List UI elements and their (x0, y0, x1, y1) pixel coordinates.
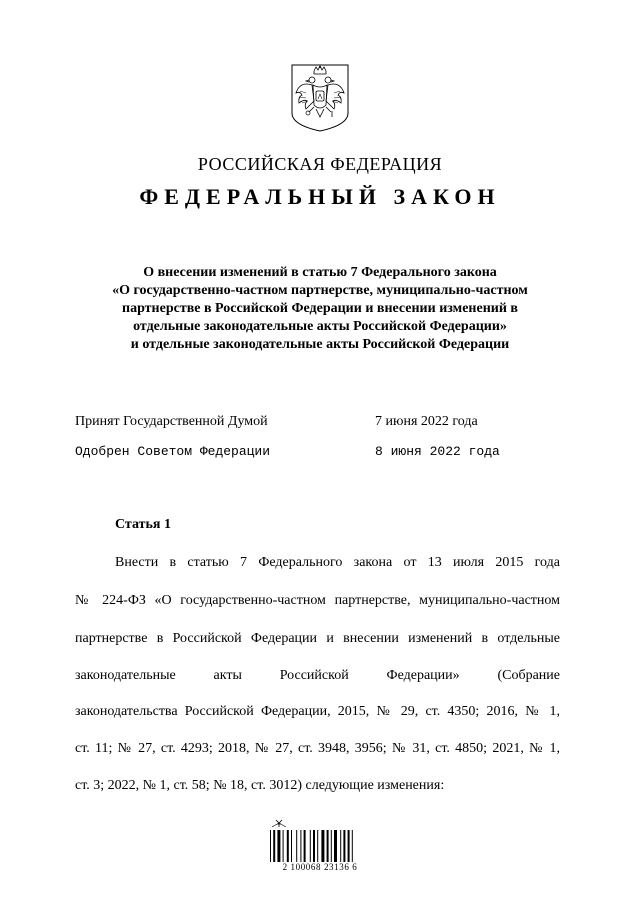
barcode-bar (310, 830, 311, 862)
barcode-bar (348, 830, 350, 862)
article-text-line: законодательства Российской Федерации, 2015, № 29, ст. 4350; 2016, № 1, (75, 704, 560, 719)
law-title (70, 264, 570, 354)
barcode-bar (352, 830, 353, 862)
barcode-bar (296, 830, 297, 862)
law-title-line: отдельные законодательные акты Российской Федерации» (133, 319, 507, 334)
adoption-duma (75, 414, 575, 434)
adoption-label: Принят Государственной Думой (75, 414, 268, 429)
law-title-line: партнерстве в Российской Федерации и внесении изменений в (122, 301, 518, 316)
barcode-bar (331, 830, 332, 862)
adoption-council (75, 444, 575, 464)
barcode-bar (304, 830, 306, 862)
article-text-line: Внести в статью 7 Федерального закона от 13 июля 2015 года (115, 555, 560, 570)
document-type-heading: ФЕДЕРАЛЬНЫЙ ЗАКОН (139, 184, 501, 209)
barcode-bar (321, 830, 324, 862)
article-text-line: партнерстве в Российской Федерации и внесении изменений в отдельные (75, 631, 560, 646)
coat-of-arms-icon (290, 63, 350, 133)
barcode-bar (340, 830, 341, 862)
barcode-bar (317, 830, 318, 862)
adoption-label: Одобрен Советом Федерации (75, 444, 271, 459)
article-heading: Статья 1 (115, 517, 171, 532)
law-title-line: и отдельные законодательные акты Российской Федерации (130, 337, 510, 352)
barcode-bar (287, 830, 289, 862)
barcode-bar (313, 830, 315, 862)
country-heading: РОССИЙСКАЯ ФЕДЕРАЦИЯ (197, 154, 443, 174)
article-text-line: ст. 11; № 27, ст. 4293; 2018, № 27, ст. 3948, 3956; № 31, ст. 4850; 2021, № 1, (75, 741, 560, 756)
adoption-date: 8 июня 2022 года (375, 444, 500, 459)
barcode-bar (300, 830, 301, 862)
barcode-bar (291, 830, 292, 862)
adoption-date: 7 июня 2022 года (375, 414, 478, 429)
article-text-line: законодательные акты Российской Федерации» (Собрание (75, 668, 560, 683)
barcode-bar (327, 830, 329, 862)
barcode-bar (334, 830, 337, 862)
barcode-bar (283, 830, 284, 862)
law-title-line: «О государственно-частном партнерстве, муниципально-частном (112, 283, 528, 298)
barcode-bar (343, 830, 345, 862)
article-text-line: № 224-ФЗ «О государственно-частном партнерстве, муниципально-частном (75, 593, 560, 608)
barcode-bar (277, 830, 280, 862)
barcode-bar (273, 830, 275, 862)
barcode-number: 2 100068 23136 6 (282, 862, 358, 872)
law-title-line: О внесении изменений в статью 7 Федерального закона (143, 265, 497, 280)
barcode-icon (268, 818, 372, 864)
barcode-bar (270, 830, 271, 862)
article-text-line: ст. 3; 2022, № 1, ст. 58; № 18, ст. 3012) следующие изменения: (75, 778, 445, 793)
